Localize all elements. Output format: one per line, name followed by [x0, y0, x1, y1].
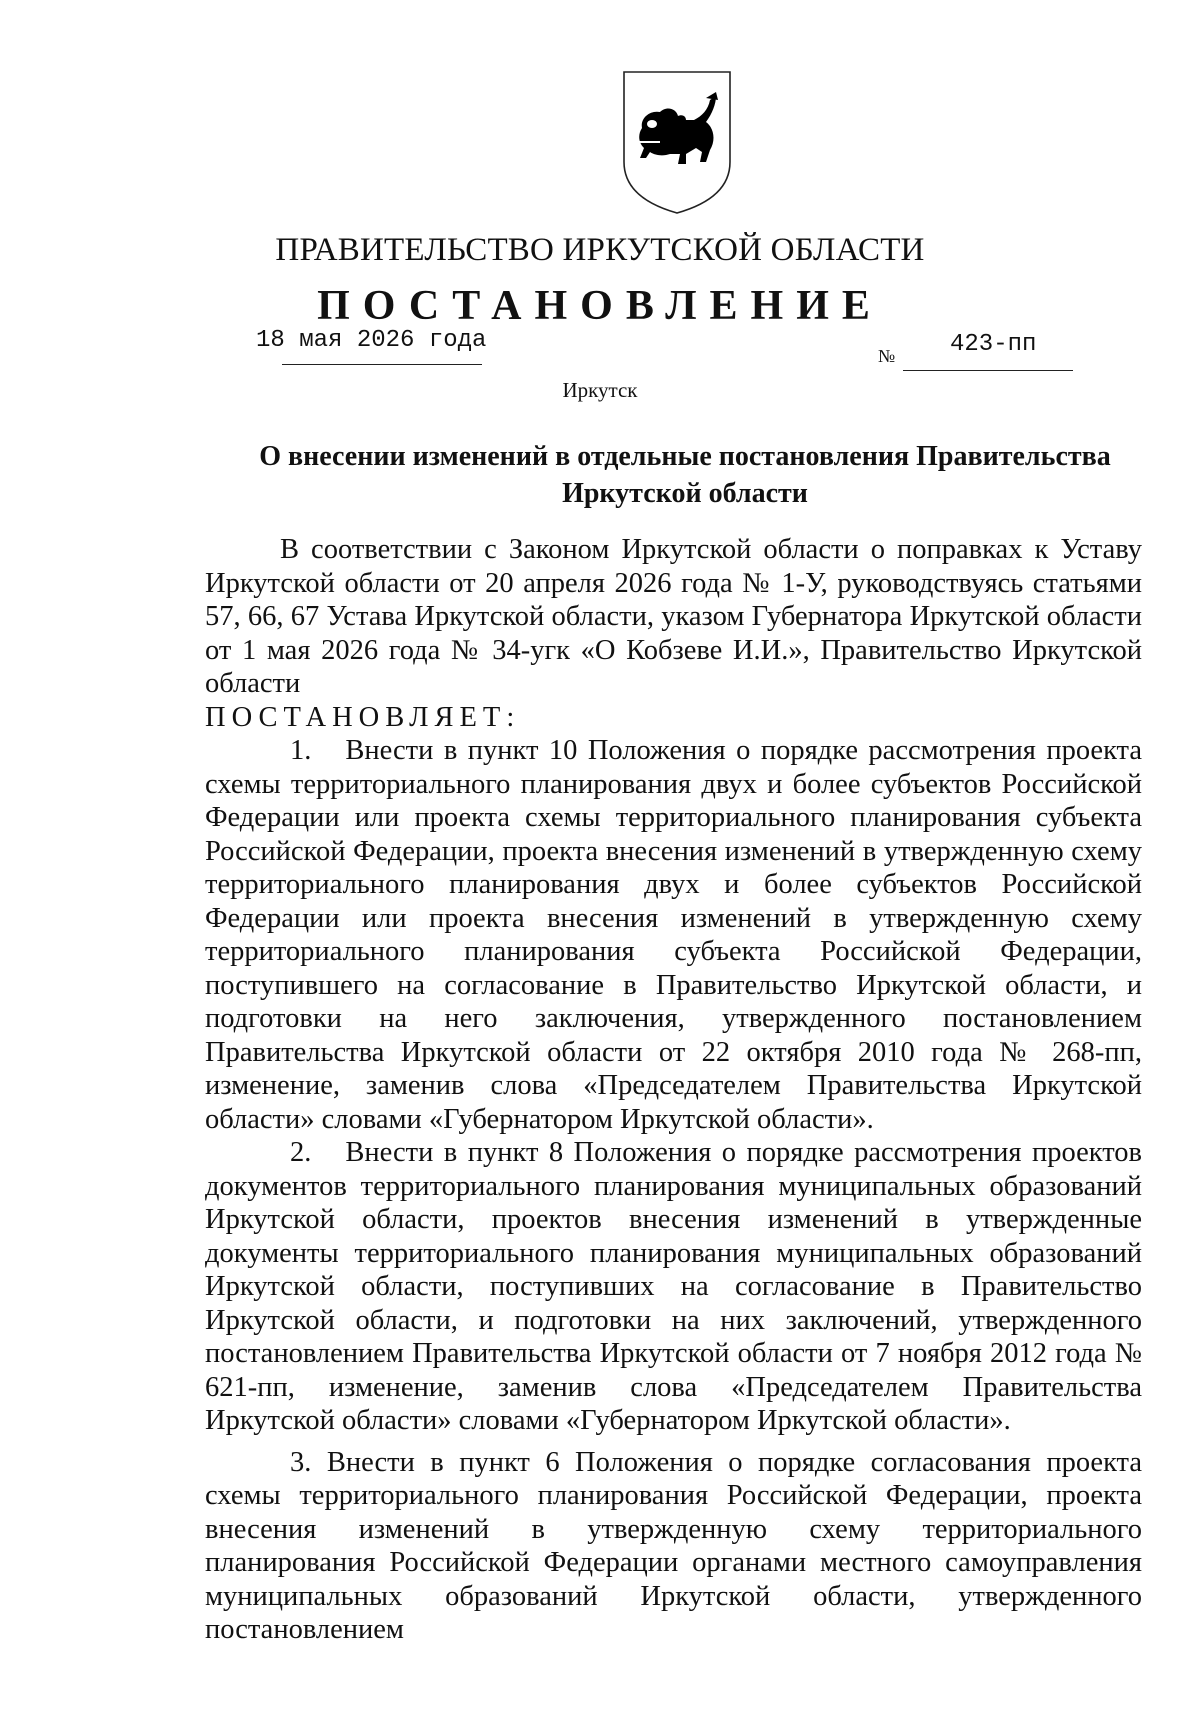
city-name: Иркутск [562, 378, 638, 402]
item-1-number: 1. [290, 735, 312, 766]
item-3-text: Внести в пункт 6 Положения о порядке согласования проекта схемы территориального планирования Российской Федерации, проекта внесения изменений в утвержденную схему территориального планирования Российской Федерации органами местного самоуправления муниципальных образований Иркутской области, утвержденного постановлением [205, 1446, 1142, 1645]
document-number: 423-пп [950, 331, 1037, 358]
document-subject: О внесении изменений в отдельные постановления Правительства Иркутской области [259, 441, 1111, 509]
document-body [205, 533, 1142, 1647]
date-underline [282, 364, 482, 365]
item-2-paragraph [205, 1136, 1142, 1438]
item-1-paragraph [205, 734, 1142, 1136]
decree-word: ПОСТАНОВЛЯЕТ: [205, 701, 521, 733]
item-2-number: 2. [290, 1137, 312, 1168]
number-underline [903, 370, 1073, 371]
coat-of-arms-emblem [620, 70, 734, 215]
item-2-text: Внести в пункт 8 Положения о порядке рассмотрения проектов документов территориального планирования муниципальных образований Иркутской области, проектов внесения изменений в утвержденные документы территориального планирования муниципальных образований Иркутской области, поступивших на согласование в Правительство Иркутской области, и подготовки на них заключений, утвержденного постановлением Правительства Иркутской области от 7 ноября 2012 года № 621-пп, изменение, заменив слова «Председателем Правительства Иркутской области» словами «Губернатором Иркутской области». [205, 1137, 1142, 1436]
document-type-heading: ПОСТАНОВЛЕНИЕ [317, 283, 883, 329]
government-title: ПРАВИТЕЛЬСТВО ИРКУТСКОЙ ОБЛАСТИ [275, 232, 925, 268]
item-3-paragraph [205, 1446, 1142, 1647]
preamble-paragraph: В соответствии с Законом Иркутской области о поправках к Уставу Иркутской области от 20 апреля 2026 года № 1-У, руководствуясь статьями 57, 66, 67 Устава Иркутской области, указом Губернатора Иркутской области от 1 мая 2026 года № 34-угк «О Кобзеве И.И.», Правительство Иркутской области [205, 534, 1142, 699]
document-date: 18 мая 2026 года [256, 327, 487, 354]
item-1-text: Внести в пункт 10 Положения о порядке рассмотрения проекта схемы территориального планирования двух и более субъектов Российской Федерации или проекта схемы территориального планирования субъекта Российской Федерации, проекта внесения изменений в утвержденную схему территориального планирования двух и более субъектов Российской Федерации или проекта внесения изменений в утвержденную схему территориального планирования субъекта Российской Федерации, поступившего на согласование в Правительство Иркутской области, и подготовки на него заключения, утвержденного постановлением Правительства Иркутской области от 22 октября 2010 года № 268-пп, изменение, заменив слова «Председателем Правительства Иркутской области» словами «Губернатором Иркутской области». [205, 735, 1142, 1135]
item-3-number: 3. [290, 1446, 312, 1478]
number-sign: № [878, 346, 896, 366]
